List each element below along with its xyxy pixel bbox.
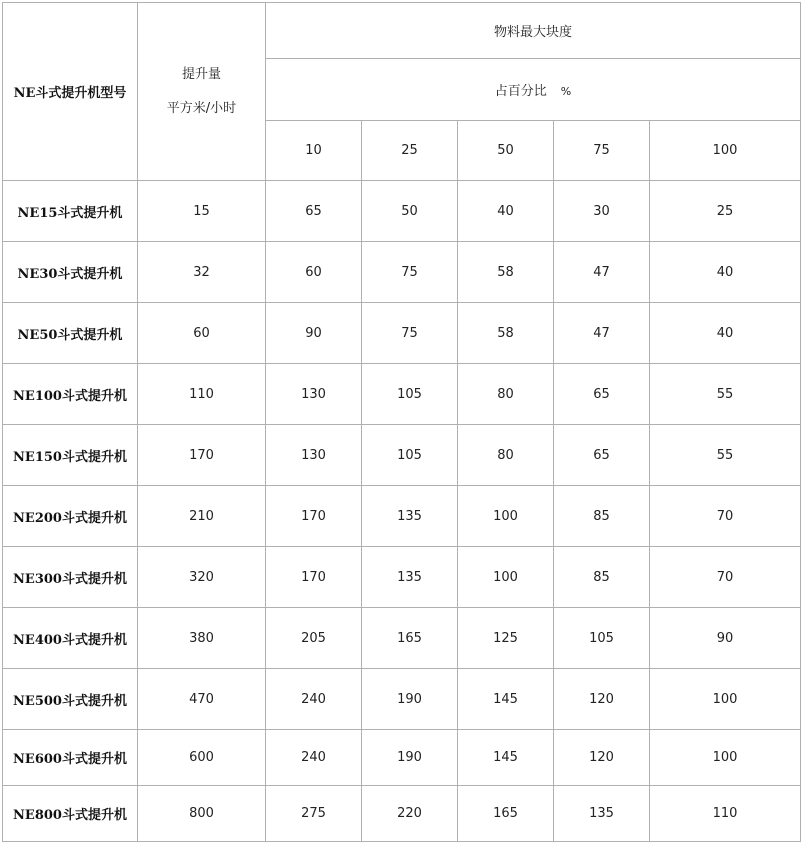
lump-size-cell: 70 [650, 547, 801, 608]
model-cell: NE15斗式提升机 [3, 181, 138, 242]
table-row [3, 786, 801, 842]
model-cell: NE600斗式提升机 [3, 730, 138, 786]
lump-size-cell: 165 [362, 608, 458, 669]
percent-header [266, 59, 801, 121]
lump-size-cell: 55 [650, 425, 801, 486]
lump-size-cell: 100 [650, 730, 801, 786]
table-row [3, 303, 801, 364]
table-row [3, 486, 801, 547]
capacity-cell: 380 [138, 608, 266, 669]
lump-size-cell: 105 [362, 364, 458, 425]
lump-size-cell: 135 [554, 786, 650, 842]
lump-size-cell: 240 [266, 730, 362, 786]
lump-size-cell: 55 [650, 364, 801, 425]
lump-size-cell: 125 [458, 608, 554, 669]
lump-size-cell: 145 [458, 669, 554, 730]
lump-size-cell: 120 [554, 669, 650, 730]
capacity-cell: 210 [138, 486, 266, 547]
table-row [3, 669, 801, 730]
table-row [3, 242, 801, 303]
lump-size-header: 物料最大块度 [266, 3, 801, 59]
lump-size-cell: 120 [554, 730, 650, 786]
lump-size-cell: 100 [650, 669, 801, 730]
lump-size-cell: 80 [458, 425, 554, 486]
lump-size-cell: 130 [266, 425, 362, 486]
lump-size-cell: 47 [554, 303, 650, 364]
lump-size-cell: 220 [362, 786, 458, 842]
lump-size-cell: 135 [362, 547, 458, 608]
lump-size-cell: 90 [266, 303, 362, 364]
lump-size-cell: 65 [554, 364, 650, 425]
capacity-cell: 15 [138, 181, 266, 242]
lump-size-cell: 170 [266, 547, 362, 608]
bucket-elevator-spec-table [2, 2, 801, 842]
capacity-cell: 110 [138, 364, 266, 425]
percent-label: 占百分比 [494, 84, 547, 99]
capacity-column-header [138, 3, 266, 181]
table-row [3, 730, 801, 786]
lump-size-cell: 40 [458, 181, 554, 242]
lump-size-cell: 65 [266, 181, 362, 242]
capacity-cell: 600 [138, 730, 266, 786]
model-cell: NE100斗式提升机 [3, 364, 138, 425]
lump-size-cell: 100 [458, 547, 554, 608]
lump-size-cell: 40 [650, 242, 801, 303]
lump-size-cell: 100 [458, 486, 554, 547]
lump-size-cell: 105 [554, 608, 650, 669]
percent-column-header: 75 [554, 121, 650, 181]
lump-size-cell: 105 [362, 425, 458, 486]
lump-size-cell: 240 [266, 669, 362, 730]
capacity-unit: 平方米/小时 [166, 100, 237, 116]
lump-size-cell: 58 [458, 303, 554, 364]
percent-column-header: 50 [458, 121, 554, 181]
lump-size-cell: 70 [650, 486, 801, 547]
header-row-1 [3, 3, 801, 59]
lump-size-cell: 65 [554, 425, 650, 486]
table-row [3, 425, 801, 486]
capacity-cell: 470 [138, 669, 266, 730]
table-row [3, 608, 801, 669]
table-row [3, 547, 801, 608]
lump-size-cell: 85 [554, 486, 650, 547]
lump-size-cell: 30 [554, 181, 650, 242]
percent-sign: % [560, 85, 572, 98]
model-cell: NE150斗式提升机 [3, 425, 138, 486]
lump-size-cell: 90 [650, 608, 801, 669]
lump-size-cell: 40 [650, 303, 801, 364]
lump-size-cell: 80 [458, 364, 554, 425]
percent-column-header: 10 [266, 121, 362, 181]
model-cell: NE500斗式提升机 [3, 669, 138, 730]
lump-size-cell: 60 [266, 242, 362, 303]
lump-size-cell: 170 [266, 486, 362, 547]
model-cell: NE50斗式提升机 [3, 303, 138, 364]
lump-size-cell: 50 [362, 181, 458, 242]
model-column-header: NE斗式提升机型号 [3, 3, 138, 181]
capacity-cell: 320 [138, 547, 266, 608]
model-cell: NE400斗式提升机 [3, 608, 138, 669]
model-cell: NE30斗式提升机 [3, 242, 138, 303]
percent-column-header: 100 [650, 121, 801, 181]
lump-size-cell: 75 [362, 242, 458, 303]
lump-size-cell: 47 [554, 242, 650, 303]
model-cell: NE800斗式提升机 [3, 786, 138, 842]
lump-size-cell: 25 [650, 181, 801, 242]
capacity-cell: 170 [138, 425, 266, 486]
table-row [3, 181, 801, 242]
lump-size-cell: 130 [266, 364, 362, 425]
model-cell: NE300斗式提升机 [3, 547, 138, 608]
capacity-cell: 32 [138, 242, 266, 303]
lump-size-cell: 275 [266, 786, 362, 842]
model-cell: NE200斗式提升机 [3, 486, 138, 547]
lump-size-cell: 85 [554, 547, 650, 608]
lump-size-cell: 110 [650, 786, 801, 842]
lump-size-cell: 165 [458, 786, 554, 842]
lump-size-cell: 190 [362, 730, 458, 786]
lump-size-cell: 145 [458, 730, 554, 786]
capacity-cell: 60 [138, 303, 266, 364]
lump-size-cell: 205 [266, 608, 362, 669]
lump-size-cell: 135 [362, 486, 458, 547]
lump-size-cell: 75 [362, 303, 458, 364]
lump-size-cell: 190 [362, 669, 458, 730]
lump-size-cell: 58 [458, 242, 554, 303]
capacity-cell: 800 [138, 786, 266, 842]
percent-column-header: 25 [362, 121, 458, 181]
table-row [3, 364, 801, 425]
capacity-label: 提升量 [181, 66, 221, 82]
